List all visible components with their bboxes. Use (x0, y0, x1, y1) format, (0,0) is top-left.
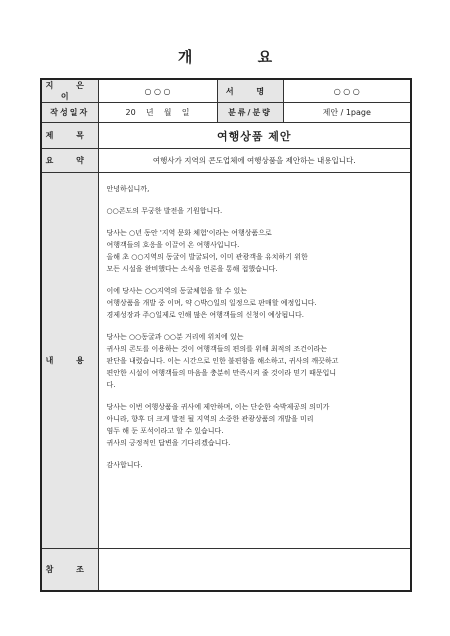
signature-value: ○ ○ ○ (283, 79, 411, 103)
content-paragraph (107, 331, 403, 391)
signature-label: 서 명 (217, 79, 283, 103)
content-line: 당사는 이번 여행상품을 귀사에 제안하며, 이는 단순한 숙박제공의 의미가 (106, 403, 330, 411)
content-paragraph (107, 227, 403, 275)
content-line: 안녕하십니까, (106, 185, 150, 193)
content-line: 염두 해 둔 포석이라고 할 수 있습니다. (106, 427, 224, 435)
subject-label: 제 목 (41, 123, 98, 149)
author-label: 지 은 이 (41, 79, 98, 103)
content-line: 귀사의 콘도를 이용하는 것이 여행객들의 편의를 위해 최적의 조건이라는 (106, 345, 328, 353)
author-value: ○ ○ ○ (98, 79, 217, 103)
summary-value: 여행사가 지역의 콘도업체에 여행상품을 제안하는 내용입니다. (98, 149, 411, 173)
category-label: 분류/분량 (217, 103, 283, 123)
subject-value: 여행상품 제안 (98, 123, 411, 149)
content-label: 내 용 (41, 173, 98, 549)
content-body (98, 173, 411, 549)
content-line: 경제성장과 주○일제로 인해 많은 여행객들의 신청이 예상됩니다. (106, 311, 304, 319)
content-line: 여행객들의 호응을 이끌어 온 여행사입니다. (106, 241, 240, 249)
content-paragraph (107, 401, 403, 449)
content-line: 귀사의 긍정적인 답변을 기다리겠습니다. (106, 439, 231, 447)
content-paragraph (107, 459, 403, 471)
content-line: 모든 시설을 완비했다는 소식을 언론을 통해 접했습니다. (106, 265, 278, 273)
date-label: 작성일자 (41, 103, 98, 123)
content-paragraphs (107, 183, 403, 471)
content-line: 여행상품을 개발 중 이며, 약 ○박○일의 일정으로 판매할 예정입니다. (106, 299, 317, 307)
content-paragraph (107, 205, 403, 217)
date-value: 20 년 월 일 (98, 103, 217, 123)
overview-form (40, 78, 412, 592)
content-line: 다. (106, 381, 116, 389)
summary-label: 요 약 (41, 149, 98, 173)
reference-label: 참 조 (41, 549, 98, 591)
content-line: 아니라, 향후 더 크게 발전 될 지역의 소중한 관광상품의 개발을 미리 (106, 415, 314, 423)
reference-value (98, 549, 411, 591)
category-value: 제안 / 1page (283, 103, 411, 123)
content-line: 편안한 시설이 여행객들의 마음을 충분히 만족시켜 줄 것이라 믿기 때문입니 (106, 369, 337, 377)
content-paragraph (107, 183, 403, 195)
content-line: ○○콘도의 무궁한 발전을 기원합니다. (106, 207, 223, 215)
content-paragraph (107, 285, 403, 321)
content-line: 올해 초 ○○지역의 동굴이 발굴되어, 이미 관광객을 유치하기 위한 (106, 253, 308, 261)
page-title: 개 요 (177, 48, 303, 66)
content-line: 판단을 내렸습니다. 이는 시간으로 인한 불편함을 해소하고, 귀사의 깨끗하고 (106, 357, 339, 365)
content-line: 당사는 ○년 동안 '지역 문화 체험'이라는 여행상품으로 (106, 229, 272, 237)
content-line: 이에 당사는 ○○지역의 동굴체험을 할 수 있는 (106, 287, 248, 295)
content-line: 당사는 ○○동굴과 ○○분 거리에 위치에 있는 (106, 333, 244, 341)
content-line: 감사합니다. (106, 461, 143, 469)
